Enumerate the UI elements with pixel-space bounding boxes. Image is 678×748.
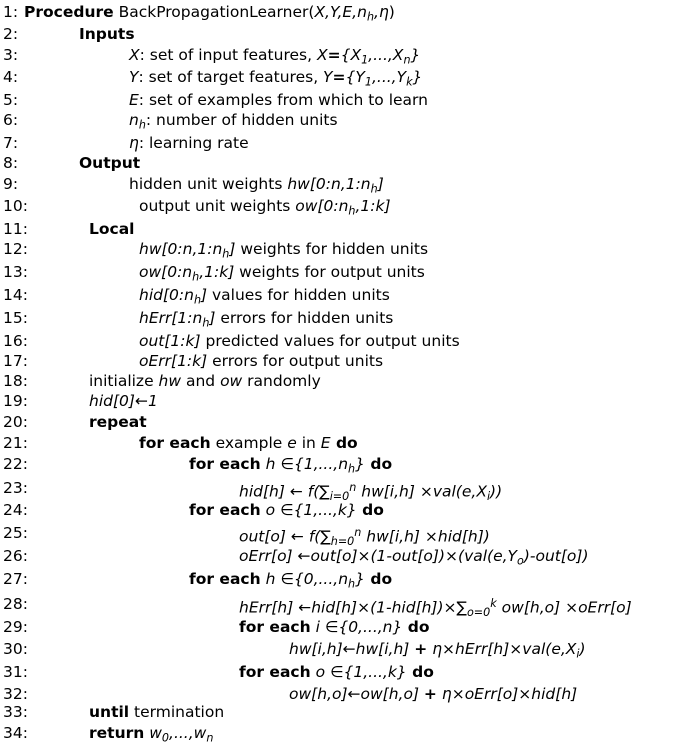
algorithm-line: [3, 412, 147, 434]
text: ×: [424, 527, 438, 546]
math-term: (1-hid[h]): [370, 598, 444, 617]
math-term: ]: [229, 240, 236, 258]
line-number: 2:: [3, 25, 19, 43]
algorithm-line: [3, 24, 135, 46]
math-term: E: [129, 91, 139, 109]
text: : number of hidden units: [145, 111, 338, 129]
algorithm-line: [3, 639, 586, 661]
keyword: do: [364, 455, 393, 473]
math-term: h: [138, 118, 146, 132]
math-term: o: [315, 663, 326, 681]
math-term: ]: [209, 309, 216, 327]
text: ×: [445, 547, 459, 565]
line-number: 16:: [3, 332, 28, 350]
keyword: Procedure: [24, 3, 114, 21]
algorithm-line: [3, 45, 421, 67]
text: : set of input features,: [139, 46, 317, 64]
line-content: [89, 219, 135, 239]
text: ×: [357, 598, 371, 617]
algorithm-line: [3, 308, 394, 330]
math-term: {1,...,k}: [343, 663, 407, 681]
keyword: for each: [189, 455, 261, 473]
line-content: [79, 24, 135, 44]
line-number: 26:: [3, 547, 28, 565]
line-content: [139, 196, 391, 221]
algorithm-line: [3, 371, 321, 393]
line-content: [239, 662, 434, 682]
math-term: ow[h,o]: [360, 685, 424, 703]
line-number: 29:: [3, 618, 28, 636]
line-number: 17:: [3, 352, 28, 370]
text: ←: [285, 527, 309, 546]
math-term: o: [265, 501, 276, 519]
math-term: {1,...,n: [293, 455, 349, 473]
line-number: 21:: [3, 434, 28, 452]
line-number: 34:: [3, 724, 28, 742]
text: errors for hidden units: [215, 309, 394, 327]
line-content: [89, 391, 158, 411]
math-term: ∑: [456, 598, 467, 617]
line-content: [129, 90, 428, 110]
text: ∈: [275, 501, 294, 519]
algorithm-line: [3, 478, 503, 503]
line-content: [239, 617, 430, 637]
algorithm-line: [3, 351, 384, 373]
line-content: [129, 110, 338, 135]
math-term: hw[i,h]: [355, 640, 415, 658]
algorithm-line: [3, 153, 141, 175]
text: ): [388, 3, 395, 21]
math-term: X,Y,E,n: [314, 3, 367, 21]
line-content: [139, 239, 428, 264]
math-term: ow[h,o]: [496, 598, 566, 617]
algorithm-line: [3, 391, 158, 413]
text: BackPropagationLearner(: [113, 3, 315, 21]
text: weights for output units: [234, 263, 425, 281]
line-number: 32:: [3, 685, 28, 703]
line-content: [89, 723, 213, 748]
math-term: h: [348, 462, 356, 476]
text: : set of examples from which to learn: [138, 91, 428, 109]
keyword: do: [402, 618, 430, 636]
algorithm-line: [3, 433, 358, 455]
line-content: [139, 351, 383, 371]
text: ∈: [275, 570, 294, 588]
line-number: 33:: [3, 703, 28, 721]
line-content: [139, 433, 358, 453]
math-term: val(e,X: [522, 640, 577, 658]
math-term: hid[h]: [531, 685, 578, 703]
math-term: f(∑: [308, 527, 331, 546]
math-term: hw[0:n,1:n: [287, 175, 371, 193]
keyword: for each: [139, 434, 211, 452]
text: ×: [565, 598, 579, 617]
math-term: val(e,X: [432, 482, 487, 501]
math-term: X: [129, 46, 140, 64]
math-term: h: [348, 577, 356, 591]
text: in: [296, 434, 321, 452]
math-term: n: [129, 111, 139, 129]
algorithm-line: [3, 454, 393, 476]
math-term: k: [406, 75, 413, 89]
line-number: 30:: [3, 640, 28, 658]
line-content: [189, 500, 384, 520]
keyword: for each: [189, 501, 261, 519]
text: predicted values for output units: [200, 332, 460, 350]
math-term: {X: [340, 46, 362, 64]
math-term: ,1:k]: [355, 197, 391, 215]
keyword: do: [356, 501, 384, 519]
line-content: [189, 454, 392, 479]
line-content: [139, 308, 393, 333]
math-term: h=0: [330, 534, 355, 548]
algorithm-line: [3, 662, 434, 684]
math-term: ow[0:n: [139, 263, 193, 281]
math-term: ,η: [374, 3, 389, 21]
math-term: {1,...,k}: [293, 501, 357, 519]
algorithm-line: [3, 2, 395, 24]
math-term: ,...,Y: [371, 68, 407, 86]
text: ∈: [319, 618, 339, 636]
math-term: ]: [201, 286, 208, 304]
keyword: =: [327, 46, 341, 64]
algorithm-line: [3, 617, 430, 639]
math-term: )-out[o]): [523, 547, 589, 565]
text: ←: [342, 640, 356, 658]
math-term: hid[h]: [239, 482, 285, 501]
line-content: [289, 639, 586, 664]
math-term: {0,...,n}: [338, 618, 403, 636]
algorithm-line: [3, 219, 135, 241]
line-number: 5:: [3, 91, 19, 109]
math-term: oErr[o]: [239, 547, 293, 565]
math-term: e: [287, 434, 297, 452]
math-term: 0: [161, 731, 170, 745]
math-term: ow[0:n: [295, 197, 349, 215]
math-term: h: [222, 247, 230, 261]
keyword: until: [89, 703, 130, 721]
math-term: h: [193, 293, 202, 307]
math-term: hid[0:n: [139, 286, 194, 304]
math-term: hid[h]): [437, 527, 490, 546]
text: hidden unit weights: [129, 175, 288, 193]
line-number: 18:: [3, 372, 28, 390]
line-number: 6:: [3, 111, 19, 129]
math-term: }: [410, 46, 421, 64]
line-number: 4:: [3, 68, 19, 86]
math-term: n: [403, 53, 411, 67]
math-term: oErr[o]: [578, 598, 632, 617]
text: ←: [134, 392, 148, 410]
math-term: hw[i,h]: [356, 482, 420, 501]
line-number: 19:: [3, 392, 28, 410]
line-number: 7:: [3, 134, 19, 152]
math-term: hw[0:n,1:n: [139, 240, 223, 258]
line-number: 11:: [3, 220, 28, 238]
math-term: ow: [220, 372, 243, 390]
text: and: [181, 372, 221, 390]
math-term: hErr[1:n: [139, 309, 203, 327]
keyword: Local: [89, 220, 135, 238]
math-term: η: [432, 640, 443, 658]
math-term: h: [202, 316, 210, 330]
text: randomly: [242, 372, 321, 390]
math-term: }: [355, 455, 365, 473]
text: ←: [293, 598, 312, 617]
math-term: f(∑: [307, 482, 330, 501]
math-term: (1-out[o]): [370, 547, 446, 565]
math-term: hErr[h]: [455, 640, 510, 658]
keyword: Output: [79, 154, 141, 172]
algorithm-line: [3, 262, 425, 284]
line-content: [89, 412, 147, 432]
math-term: h: [370, 182, 378, 196]
keyword: return: [89, 724, 145, 742]
math-term: h: [265, 570, 276, 588]
algorithm-line: [3, 702, 225, 724]
keyword: +: [423, 685, 437, 703]
math-term: ]: [377, 175, 384, 193]
math-term: hw: [158, 372, 182, 390]
math-term: ow[h,o]: [289, 685, 348, 703]
keyword: for each: [239, 618, 311, 636]
text: initialize: [89, 372, 159, 390]
math-term: oErr[1:k]: [139, 352, 208, 370]
keyword: Inputs: [79, 25, 135, 43]
line-content: [89, 371, 321, 391]
math-term: X: [316, 46, 328, 64]
keyword: do: [406, 663, 434, 681]
math-term: hw[i,h]: [289, 640, 343, 658]
text: ←: [347, 685, 361, 703]
math-term: hid[h]: [311, 598, 358, 617]
line-number: 13:: [3, 263, 28, 281]
keyword: =: [332, 68, 346, 86]
line-content: [239, 546, 589, 571]
math-term: n: [206, 731, 214, 745]
line-content: [129, 67, 422, 92]
keyword: do: [364, 570, 393, 588]
line-content: [139, 285, 390, 310]
math-term: i: [486, 489, 491, 503]
math-term: 1: [361, 53, 369, 67]
math-term: {Y: [345, 68, 365, 86]
text: ×: [357, 547, 371, 565]
math-term: h: [366, 10, 375, 24]
keyword: repeat: [89, 413, 147, 431]
math-term: Y: [323, 68, 333, 86]
keyword: for each: [189, 570, 261, 588]
math-term: {0,...,n: [293, 570, 349, 588]
line-number: 23:: [3, 479, 28, 497]
math-term: hid[0]: [89, 392, 135, 410]
text: ×: [509, 640, 523, 658]
math-term: n: [349, 481, 357, 494]
math-term: η: [441, 685, 452, 703]
math-term: ,...,X: [368, 46, 404, 64]
text: example: [210, 434, 288, 452]
text: ×: [451, 685, 465, 703]
algorithm-line: [3, 331, 460, 353]
algorithm-line: [3, 67, 423, 89]
line-number: 14:: [3, 286, 28, 304]
math-term: oErr[o]: [464, 685, 519, 703]
math-term: h: [192, 270, 200, 284]
algorithm-line: [3, 110, 338, 132]
math-term: ): [579, 640, 586, 658]
text: : learning rate: [138, 134, 249, 152]
math-term: k: [490, 597, 497, 610]
line-number: 27:: [3, 570, 28, 588]
math-term: out[o]: [239, 527, 286, 546]
text: values for hidden units: [207, 286, 390, 304]
line-number: 22:: [3, 455, 28, 473]
math-term: 1: [364, 75, 372, 89]
text: ←: [292, 547, 311, 565]
line-number: 10:: [3, 197, 28, 215]
line-number: 25:: [3, 524, 28, 542]
math-term: E: [320, 434, 331, 452]
text: output unit weights: [139, 197, 296, 215]
math-term: (val(e,Y: [458, 547, 518, 565]
algorithm-line: [3, 133, 249, 155]
line-content: [79, 153, 140, 173]
math-term: ,...,w: [169, 724, 207, 742]
keyword: do: [330, 434, 358, 452]
text: ×: [419, 482, 433, 501]
text: : set of target features,: [138, 68, 324, 86]
keyword: for each: [239, 663, 311, 681]
algorithm-line: [3, 285, 390, 307]
text: ∈: [275, 455, 294, 473]
line-number: 20:: [3, 413, 28, 431]
algorithm-line: [3, 196, 391, 218]
text: ×: [443, 598, 457, 617]
line-number: 8:: [3, 154, 19, 172]
line-content: [139, 262, 425, 287]
math-term: i=0: [329, 489, 350, 503]
algorithm-line: [3, 239, 429, 261]
math-term: h: [265, 455, 276, 473]
line-number: 28:: [3, 595, 28, 613]
line-content: [289, 684, 577, 704]
algorithm-line: [3, 723, 214, 745]
math-term: w: [149, 724, 162, 742]
text: weights for hidden units: [235, 240, 429, 258]
line-number: 1:: [3, 3, 19, 21]
algorithm-line: [3, 174, 384, 196]
math-term: o: [517, 554, 524, 568]
math-term: 1: [147, 392, 158, 410]
text: ∈: [325, 663, 344, 681]
algorithm-line: [3, 594, 632, 619]
math-term: )): [490, 482, 503, 501]
math-term: hw[i,h]: [361, 527, 425, 546]
math-term: }: [412, 68, 423, 86]
line-number: 9:: [3, 175, 19, 193]
keyword: +: [414, 640, 428, 658]
algorithm-line: [3, 546, 589, 568]
algorithm-line: [3, 523, 490, 548]
math-term: out[1:k]: [139, 332, 201, 350]
algorithm-line: [3, 569, 393, 591]
line-content: [189, 569, 392, 594]
text: ×: [518, 685, 532, 703]
text: ×: [442, 640, 456, 658]
algorithm-line: [3, 90, 428, 112]
algorithm-line: [3, 500, 384, 522]
line-content: [89, 702, 224, 722]
text: ←: [284, 482, 308, 501]
line-number: 15:: [3, 309, 28, 327]
text: errors for output units: [207, 352, 384, 370]
math-term: Y: [129, 68, 139, 86]
math-term: hErr[h]: [239, 598, 294, 617]
math-term: i: [315, 618, 320, 636]
text: termination: [129, 703, 225, 721]
line-number: 12:: [3, 240, 28, 258]
math-term: h: [348, 204, 356, 218]
math-term: η: [129, 134, 139, 152]
line-content: [139, 331, 460, 351]
line-content: [129, 133, 249, 153]
math-term: }: [355, 570, 365, 588]
line-number: 24:: [3, 501, 28, 519]
line-number: 31:: [3, 663, 28, 681]
math-term: i: [576, 647, 580, 661]
line-number: 3:: [3, 46, 19, 64]
math-term: ,1:k]: [199, 263, 235, 281]
math-term: out[o]: [310, 547, 358, 565]
math-term: n: [354, 526, 362, 539]
math-term: o=0: [466, 605, 491, 619]
